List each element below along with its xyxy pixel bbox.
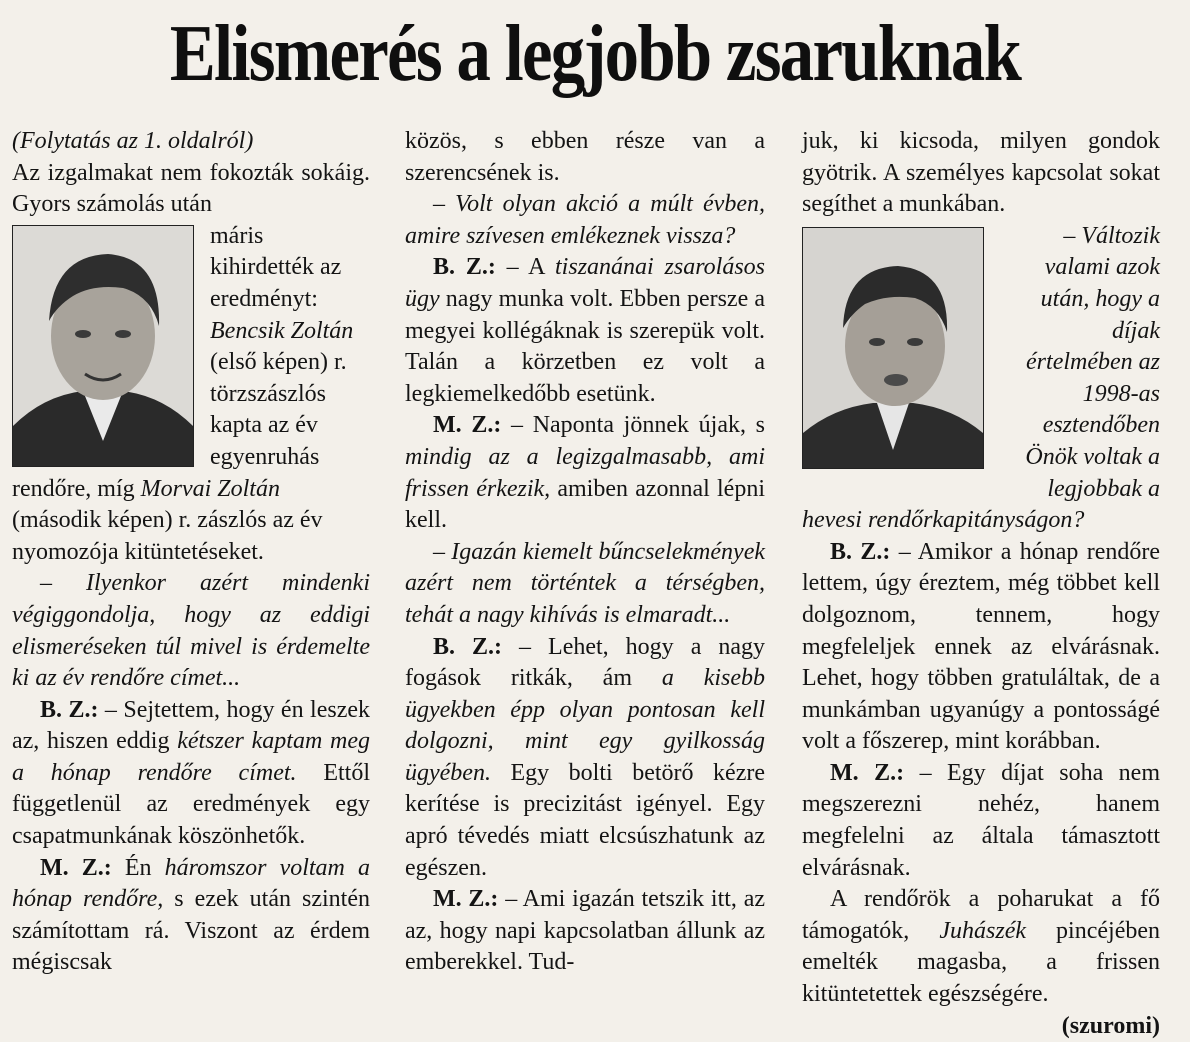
question: – Volt olyan akció a múlt évben, amire szívesen emlékeznek vissza?	[405, 191, 765, 249]
speaker: M. Z.:	[40, 854, 112, 881]
speaker: B. Z.:	[433, 633, 503, 660]
question: – Változik valami azok után, hogy a díjak értelmében az 1998-as esztendőben Önök voltak a legjobbak a	[1025, 222, 1160, 502]
continuation-note: (Folytatás az 1. oldalról)	[12, 128, 254, 154]
portrait-photo-morvai	[802, 227, 984, 469]
article-column-1	[12, 126, 370, 979]
question: – Ilyenkor azért mindenki végiggondolja, hogy az eddigi elismeréseken túl mivel is érdemelte ki az év rendőre címet...	[12, 570, 370, 692]
answer: M. Z.: – Ami igazán tetszik itt, az az, hogy napi kapcsolatban állunk az emberekkel. Tud-	[405, 886, 766, 976]
paragraph: máris kihirdették az eredményt: Bencsik Zoltán (első képen) r. törzszászlós kapta az év egyenruhás rendőre, míg Morvai Zoltán (második képen) r. zászlós az év nyomozója kitüntetéseket.	[12, 222, 354, 565]
answer: M. Z.: – Egy díjat soha nem megszerezni nehéz, hanem megfelelni az általa támasztott elvárásnak.	[802, 759, 1160, 881]
paragraph: A rendőrök a poharukat a fő támogatók, Juhászék pincéjében emelték magasba, a frissen kitüntetettek egészségére.	[802, 886, 1160, 1008]
answer: M. Z.: Én háromszor voltam a hónap rendőre, s ezek után szintén számítottam rá. Viszont az érdem mégiscsak	[12, 854, 371, 976]
article-column-3	[802, 126, 1160, 1042]
portrait-image	[13, 226, 193, 466]
speaker: B. Z.:	[40, 696, 99, 723]
paragraph: Az izgalmakat nem fokozták sokáig. Gyors számolás után	[12, 159, 370, 218]
article-column-2	[405, 126, 765, 979]
portrait-photo-bencsik	[12, 225, 194, 467]
question: – Igazán kiemelt bűncselekmények azért nem történtek a térségben, tehát a nagy kihívás is elmaradt...	[405, 538, 765, 628]
headline: Elismerés a legjobb zsaruknak	[169, 10, 1021, 98]
speaker: B. Z.:	[830, 538, 891, 565]
speaker: M. Z.:	[433, 886, 499, 913]
person-name: Morvai Zoltán	[140, 475, 280, 502]
person-name: Bencsik Zoltán	[210, 317, 354, 344]
speaker: M. Z.:	[830, 759, 905, 786]
portrait-image	[803, 228, 983, 468]
paragraph: juk, ki kicsoda, milyen gondok gyötrik. A személyes kapcsolat sokat segíthet a munkában.	[802, 128, 1160, 218]
question-end: hevesi rendőrkapitányságon?	[802, 507, 1085, 534]
speaker: M. Z.:	[433, 412, 502, 439]
answer: B. Z.: – Sejtettem, hogy én leszek az, hiszen eddig kétszer kaptam meg a hónap rendőre címet. Ettől függetlenül az eredmények egy csapatmunkának köszönhetők.	[12, 696, 371, 850]
author-signature: (szuromi)	[1061, 1012, 1160, 1039]
answer: B. Z.: – Amikor a hónap rendőre lettem, úgy éreztem, még többet kell dolgoznom, tennem, hogy megfeleljek ennek az elvárásnak. Lehet, hogy többen gratuláltak, de a munkámban ugyanúgy a pontosságé volt a főszerep, mint korábban.	[802, 538, 1160, 755]
answer: B. Z.: – Lehet, hogy a nagy fogások ritkák, ám a kisebb ügyekben épp olyan pontosan kell dolgozni, mint egy gyilkosság ügyében. Egy bolti betörő kézre kerítése is precizitást igényel. Egy apró tévedés miatt elcsúszhatunk az egészen.	[405, 633, 766, 881]
paragraph: közös, s ebben része van a szerencsének is.	[405, 128, 765, 186]
answer: B. Z.: – A tiszanánai zsarolásos ügy nagy munka volt. Ebben persze a megyei kollégáknak is szerepük volt. Talán a körzetben ez volt a legkiemelkedőbb esetünk.	[405, 254, 766, 407]
speaker: B. Z.:	[433, 254, 496, 281]
answer: M. Z.: – Naponta jönnek újak, s mindig az a legizgalmasabb, ami frissen érkezik, amiben azonnal lépni kell.	[405, 412, 765, 534]
